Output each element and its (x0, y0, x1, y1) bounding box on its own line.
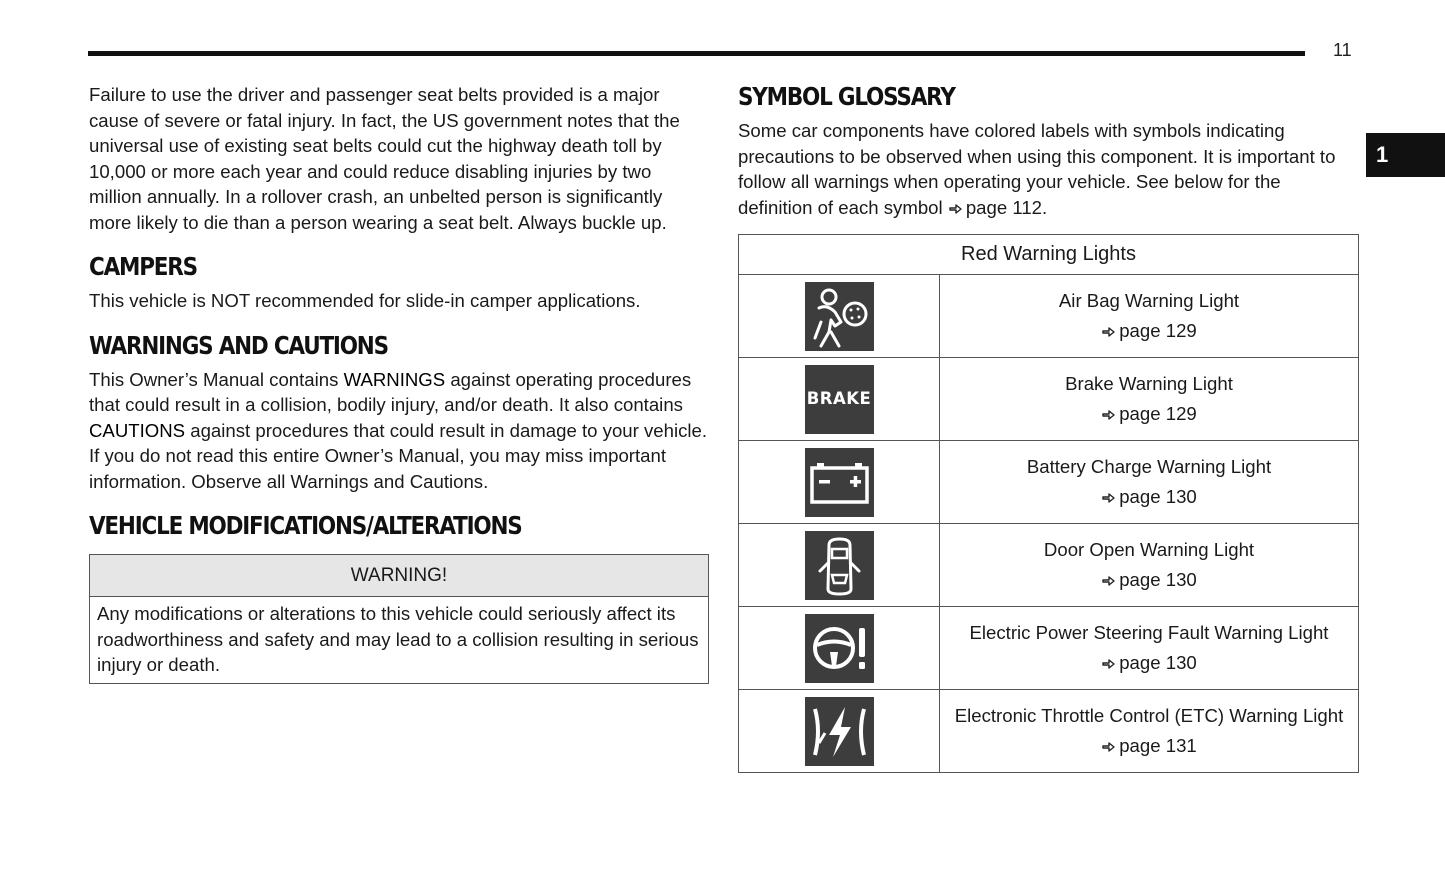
row-ref-text: page 129 (1119, 320, 1197, 341)
row-label: Door Open Warning Light (1043, 539, 1255, 560)
glossary-intro-text: Some car components have colored labels with symbols indicating precautions to be observed when using this component. It is important to follow all warnings when operating your vehicle. See below for the definition of each symbol (738, 120, 1336, 218)
page-ref-arrow-icon (1101, 326, 1115, 338)
warnings-text-1: This Owner’s Manual contains (89, 368, 344, 390)
page-ref-arrow-icon (1101, 658, 1115, 670)
warnings-text-3: against procedures that could result in damage to your vehicle. If you do not read this entire Owner’s Manual, you may miss important information. Observe all Warnings and Cautions. (89, 419, 708, 492)
page-ref-arrow-icon (1101, 492, 1115, 504)
brake-icon-label: BRAKE (806, 388, 872, 408)
power-steering-icon (805, 614, 874, 683)
cautions-keyword: CAUTIONS (89, 419, 186, 441)
warning-box-title: WARNING! (90, 555, 708, 597)
etc-throttle-icon (805, 697, 874, 766)
page-ref-arrow-icon (1101, 741, 1115, 753)
table-row (739, 275, 1359, 358)
row-ref[interactable] (940, 482, 1358, 512)
row-label: Brake Warning Light (1065, 373, 1233, 394)
page-ref-arrow-icon (1101, 409, 1115, 421)
brake-icon (805, 365, 874, 434)
warnings-text-2: against operating procedures that could result in a collision, bodily injury, and/or death. It also contains (89, 368, 692, 415)
campers-heading: CAMPERS (89, 252, 197, 281)
row-ref[interactable] (940, 565, 1358, 595)
table-row (739, 607, 1359, 690)
page-ref-arrow-icon (948, 203, 962, 215)
right-column (738, 82, 1359, 773)
row-ref[interactable] (940, 399, 1358, 429)
row-ref-text: page 130 (1119, 652, 1197, 673)
left-column (89, 82, 709, 684)
glossary-intro-ref[interactable]: page 112. (965, 196, 1048, 218)
table-row (739, 690, 1359, 773)
warning-box (89, 554, 709, 684)
row-ref[interactable] (940, 731, 1358, 761)
top-rule (88, 51, 1305, 56)
table-row (739, 441, 1359, 524)
page-ref-arrow-icon (1101, 575, 1115, 587)
row-ref[interactable] (940, 316, 1358, 346)
table-row (739, 358, 1359, 441)
row-ref-text: page 131 (1119, 735, 1197, 756)
table-title: Red Warning Lights (739, 235, 1359, 275)
symbol-glossary-heading: SYMBOL GLOSSARY (738, 82, 955, 111)
row-label: Electronic Throttle Control (ETC) Warning Light (954, 705, 1344, 726)
table-row (739, 524, 1359, 607)
chapter-tab-label: 1 (1376, 142, 1389, 167)
warning-box-text: Any modifications or alterations to this vehicle could seriously affect its roadworthiness and safety and may lead to a collision resulting in serious injury or death. (97, 603, 699, 675)
row-ref-text: page 130 (1119, 569, 1197, 590)
glossary-intro (738, 118, 1359, 220)
battery-icon (805, 448, 874, 517)
airbag-icon (805, 282, 874, 351)
chapter-tab[interactable] (1366, 133, 1445, 177)
page-number: 11 (1333, 40, 1352, 60)
red-warning-lights-table (738, 234, 1359, 773)
warnings-heading: WARNINGS AND CAUTIONS (89, 330, 388, 360)
campers-paragraph: This vehicle is NOT recommended for slide-in camper applications. (89, 290, 641, 311)
row-label: Electric Power Steering Fault Warning Light (969, 622, 1329, 643)
warnings-keyword: WARNINGS (343, 368, 446, 390)
row-ref[interactable] (940, 648, 1358, 678)
door-open-icon (805, 531, 874, 600)
row-ref-text: page 130 (1119, 486, 1197, 507)
modifications-heading: VEHICLE MODIFICATIONS/ALTERATIONS (89, 511, 522, 540)
seat-belt-paragraph: Failure to use the driver and passenger seat belts provided is a major cause of severe or fatal injury. In fact, the US government notes that the universal use of existing seat belts could cut the highway death toll by 10,000 or more each year and could reduce disabling injuries by two million annually. In a rollover crash, an unbelted person is significantly more likely to die than a person wearing a seat belt. Always buckle up. (89, 84, 680, 233)
warnings-paragraph (89, 367, 709, 495)
row-label: Battery Charge Warning Light (1026, 456, 1272, 477)
row-label: Air Bag Warning Light (1058, 290, 1240, 311)
row-ref-text: page 129 (1119, 403, 1197, 424)
